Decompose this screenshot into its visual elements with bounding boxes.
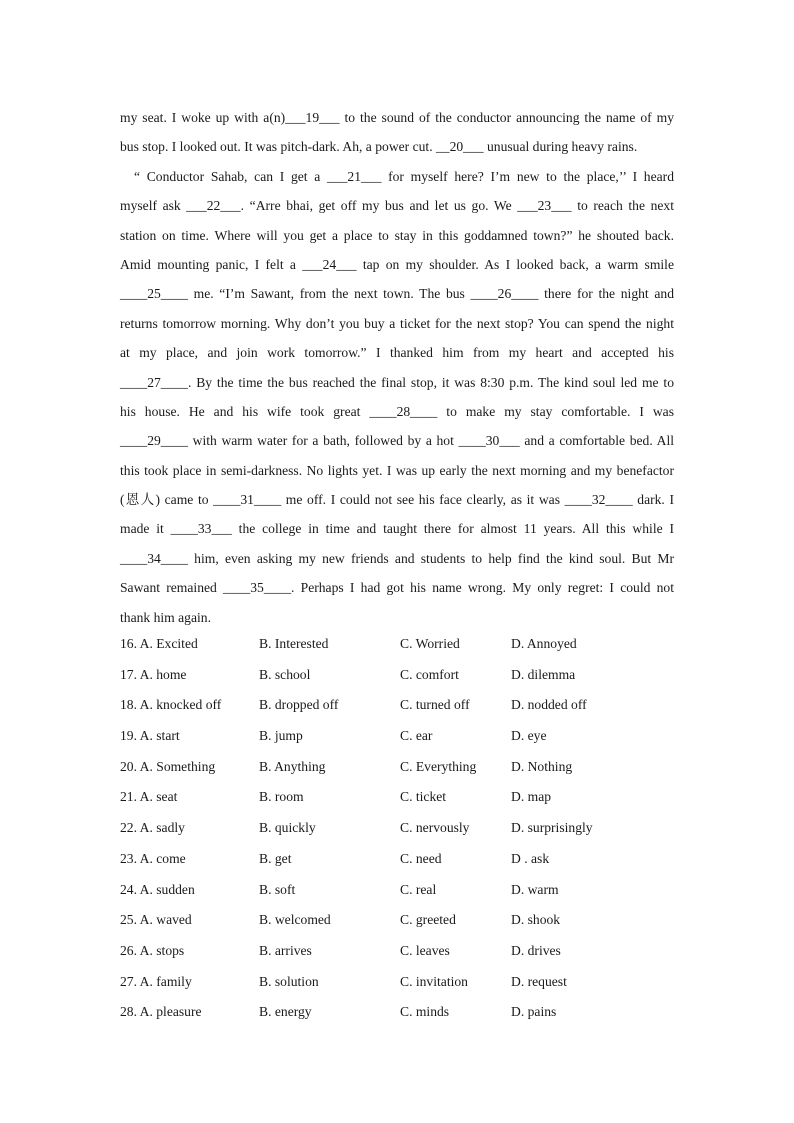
option-a: 25. A. waved bbox=[120, 912, 192, 928]
option-a: 27. A. family bbox=[120, 973, 192, 989]
option-d: D. nodded off bbox=[511, 697, 587, 713]
option-b: B. Interested bbox=[259, 636, 329, 651]
option-a: 23. A. come bbox=[120, 850, 186, 866]
option-a: 22. A. sadly bbox=[120, 820, 185, 836]
passage-line: ____25____ me. “I’m Sawant, from the next town. The bus ____26____ there for the night and bbox=[120, 286, 674, 302]
passage-line: my seat. I woke up with a(n)___19___ to the sound of the conductor announcing the name of my bbox=[120, 110, 674, 125]
passage-line: at my place, and join work tomorrow.” I thanked him from my heart and accepted his bbox=[120, 345, 674, 361]
option-a: 26. A. stops bbox=[120, 942, 185, 958]
option-d: D. eye bbox=[511, 728, 547, 744]
passage-line: station on time. Where will you get a place to stay in this goddamned town?” he shouted back. bbox=[120, 227, 674, 243]
option-c: C. comfort bbox=[400, 666, 459, 682]
passage-line: bus stop. I looked out. It was pitch-dark. Ah, a power cut. __20___ unusual during heavy rains. bbox=[120, 139, 638, 155]
option-d: D. drives bbox=[511, 942, 561, 958]
option-c: C. nervously bbox=[400, 820, 470, 836]
option-b: B. welcomed bbox=[259, 912, 331, 928]
question-row bbox=[120, 875, 680, 906]
option-b: B. quickly bbox=[259, 820, 316, 836]
option-d: D. Nothing bbox=[511, 758, 573, 774]
option-c: C. ear bbox=[400, 728, 433, 744]
question-row bbox=[120, 844, 680, 875]
passage-line: his house. He and his wife took great ____28____ to make my stay comfortable. I was bbox=[120, 403, 674, 419]
option-a: 28. A. pleasure bbox=[120, 1004, 202, 1020]
option-b: B. dropped off bbox=[259, 697, 339, 713]
option-b: B. soft bbox=[259, 881, 296, 897]
option-d: D. request bbox=[511, 973, 567, 989]
option-b: B. jump bbox=[259, 728, 303, 744]
option-c: C. minds bbox=[400, 1004, 450, 1020]
option-d: D. dilemma bbox=[511, 666, 576, 682]
passage-line: ____34____ him, even asking my new friends and students to help find the kind soul. But Mr bbox=[120, 550, 674, 566]
option-a: 24. A. sudden bbox=[120, 881, 195, 897]
question-row bbox=[120, 782, 680, 813]
option-a: 18. A. knocked off bbox=[120, 697, 222, 713]
question-row bbox=[120, 813, 680, 844]
option-d: D. Annoyed bbox=[511, 636, 577, 651]
option-a: 16. A. Excited bbox=[120, 636, 198, 651]
passage-line: thank him again. bbox=[120, 609, 211, 625]
passage-line: (恩人) came to ____31____ me off. I could not see his face clearly, as it was ____32____ dark. I bbox=[120, 492, 674, 508]
passage-line: returns tomorrow morning. Why don’t you buy a ticket for the next stop? You can spend the night bbox=[120, 315, 674, 331]
option-d: D. surprisingly bbox=[511, 820, 593, 836]
passage-line: this took place in semi-darkness. No lights yet. I was up early the next morning and my benefactor bbox=[120, 462, 674, 478]
option-b: B. energy bbox=[259, 1004, 312, 1020]
option-b: B. arrives bbox=[259, 942, 312, 958]
option-c: C. invitation bbox=[400, 973, 468, 989]
option-b: B. get bbox=[259, 850, 292, 866]
option-a: 21. A. seat bbox=[120, 789, 178, 805]
option-b: B. Anything bbox=[259, 758, 326, 774]
question-row bbox=[120, 997, 680, 1028]
option-d: D . ask bbox=[511, 850, 550, 866]
option-c: C. greeted bbox=[400, 912, 456, 928]
option-d: D. map bbox=[511, 789, 552, 805]
option-b: B. room bbox=[259, 789, 304, 805]
passage-line: Amid mounting panic, I felt a ___24___ tap on my shoulder. As I looked back, a warm smile bbox=[120, 256, 674, 272]
question-row bbox=[120, 690, 680, 721]
question-row bbox=[120, 905, 680, 936]
option-a: 20. A. Something bbox=[120, 758, 216, 774]
passage-line: ____27____. By the time the bus reached the final stop, it was 8:30 p.m. The kind soul led me to bbox=[120, 374, 674, 390]
passage-line: “ Conductor Sahab, can I get a ___21___ for myself here? I’m new to the place,’’ I heard bbox=[134, 168, 674, 184]
passage-line: ____29____ with warm water for a bath, followed by a hot ____30___ and a comfortable bed. All bbox=[120, 433, 674, 449]
option-c: C. real bbox=[400, 881, 437, 897]
option-a: 19. A. start bbox=[120, 728, 180, 744]
passage-text bbox=[120, 103, 674, 632]
option-a: 17. A. home bbox=[120, 666, 187, 682]
question-row bbox=[120, 967, 680, 998]
passage-line: Sawant remained ____35____. Perhaps I had got his name wrong. My only regret: I could not bbox=[120, 580, 674, 596]
option-b: B. school bbox=[259, 666, 311, 682]
option-c: C. Everything bbox=[400, 758, 477, 774]
question-row bbox=[120, 629, 680, 660]
passage-line: made it ____33___ the college in time and taught there for almost 11 years. All this while I bbox=[120, 521, 674, 537]
option-c: C. need bbox=[400, 850, 442, 866]
question-row bbox=[120, 936, 680, 967]
option-c: C. leaves bbox=[400, 942, 450, 958]
option-c: C. ticket bbox=[400, 789, 447, 805]
option-d: D. warm bbox=[511, 881, 559, 897]
option-b: B. solution bbox=[259, 973, 319, 989]
option-c: C. turned off bbox=[400, 697, 470, 713]
question-row bbox=[120, 752, 680, 783]
answer-options bbox=[120, 629, 680, 1028]
option-d: D. pains bbox=[511, 1004, 557, 1020]
question-row bbox=[120, 721, 680, 752]
passage-line: myself ask ___22___. “Arre bhai, get off my bus and let us go. We ___23___ to reach the next bbox=[120, 198, 674, 214]
question-row bbox=[120, 660, 680, 691]
option-c: C. Worried bbox=[400, 636, 460, 651]
option-d: D. shook bbox=[511, 912, 561, 928]
